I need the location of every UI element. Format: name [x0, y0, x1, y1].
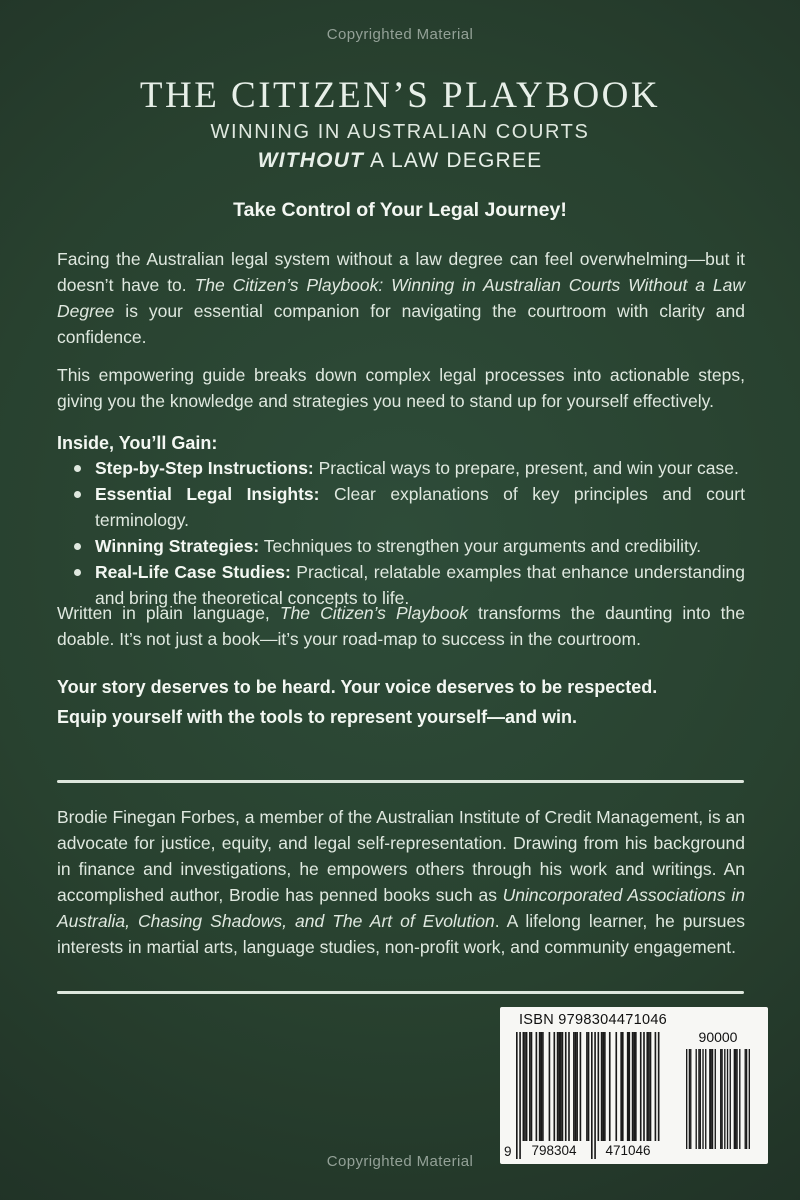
book-title: THE CITIZEN’S PLAYBOOK: [139, 75, 661, 116]
bullet-label: Real-Life Case Studies:: [95, 562, 291, 582]
closing-statement: [57, 672, 745, 732]
isbn-label: ISBN 9798304471046: [518, 1012, 668, 1028]
intro-tail-text: is your essential companion for navigating the courtroom with clarity and confidence.: [57, 301, 745, 347]
barcode-digit-first: 9: [504, 1144, 512, 1159]
closing-line1: Your story deserves to be heard. Your voice deserves to be respected.: [57, 677, 658, 697]
bio-tail-text: . A lifelong learner, he pursues interests in martial arts, language studies, non-profit work, and community engagement.: [57, 911, 745, 957]
bullet-label: Step-by-Step Instructions:: [95, 458, 314, 478]
plain-language-paragraph: [57, 600, 745, 652]
book-subtitle-line2: [0, 149, 800, 173]
barcode-digit-group2: 471046: [598, 1143, 658, 1159]
copyright-notice-top: Copyrighted Material: [326, 26, 474, 43]
list-item: [57, 533, 745, 559]
barcode-digit-group1: 798304: [524, 1143, 584, 1159]
list-item: [57, 455, 745, 481]
intro-lead-text: Facing the Australian legal system without a law degree can feel overwhelming—but it doesn’t have to.: [57, 249, 745, 295]
subtitle-emphasis: WITHOUT: [257, 149, 365, 172]
inside-heading: Inside, You’ll Gain:: [57, 433, 218, 453]
ean13-barcode: [504, 1032, 666, 1159]
book-subtitle-line1: WINNING IN AUSTRALIAN COURTS: [210, 121, 590, 143]
author-bio: [57, 804, 745, 960]
intro-book-title-italic: The Citizen’s Playbook: Winning in Australian Courts Without a Law Degree: [57, 275, 746, 321]
intro-paragraph: [57, 246, 745, 350]
ean5-supplement-barcode: [686, 1049, 750, 1149]
bio-lead-text: Brodie Finegan Forbes, a member of the Australian Institute of Credit Management, is an advocate for justice, equity, and legal self-representation. Drawing from his background in finance and investigations, he empowers others through his work and writings. An accomplished author, Brodie has penned books such as: [57, 807, 745, 905]
copyright-notice-bottom: Copyrighted Material: [326, 1153, 474, 1170]
divider-bottom: [57, 991, 744, 994]
bullet-label: Essential Legal Insights:: [95, 484, 320, 504]
bullet-text: Practical, relatable examples that enhance understanding and bring the theoretical concepts to life.: [95, 562, 746, 608]
benefits-list: [57, 455, 745, 611]
bullet-text: Techniques to strengthen your arguments and credibility.: [259, 536, 702, 556]
divider-top: [57, 780, 744, 783]
tagline: Take Control of Your Legal Journey!: [233, 199, 567, 221]
isbn-barcode-panel: [500, 1007, 768, 1164]
list-item: [57, 481, 745, 533]
closing-line2: Equip yourself with the tools to represent yourself—and win.: [57, 707, 578, 727]
bullet-text: Clear explanations of key principles and court terminology.: [95, 484, 745, 530]
price-code-label: 90000: [698, 1029, 738, 1045]
plain-book-title-italic: The Citizen’s Playbook: [279, 603, 468, 623]
plain-lead-text: Written in plain language,: [57, 603, 280, 623]
plain-tail-text: transforms the daunting into the doable. It’s not just a book—it’s your road-map to success in the courtroom.: [57, 603, 746, 649]
bio-works-italic: Unincorporated Associations in Australia, Chasing Shadows, and The Art of Evolution: [57, 885, 745, 931]
bullet-label: Winning Strategies:: [95, 536, 260, 556]
bullet-text: Practical ways to prepare, present, and win your case.: [313, 458, 739, 478]
guide-paragraph: This empowering guide breaks down complex legal processes into actionable steps, giving you the knowledge and strategies you need to stand up for yourself effectively.: [57, 365, 745, 411]
subtitle-rest: A LAW DEGREE: [364, 149, 543, 172]
